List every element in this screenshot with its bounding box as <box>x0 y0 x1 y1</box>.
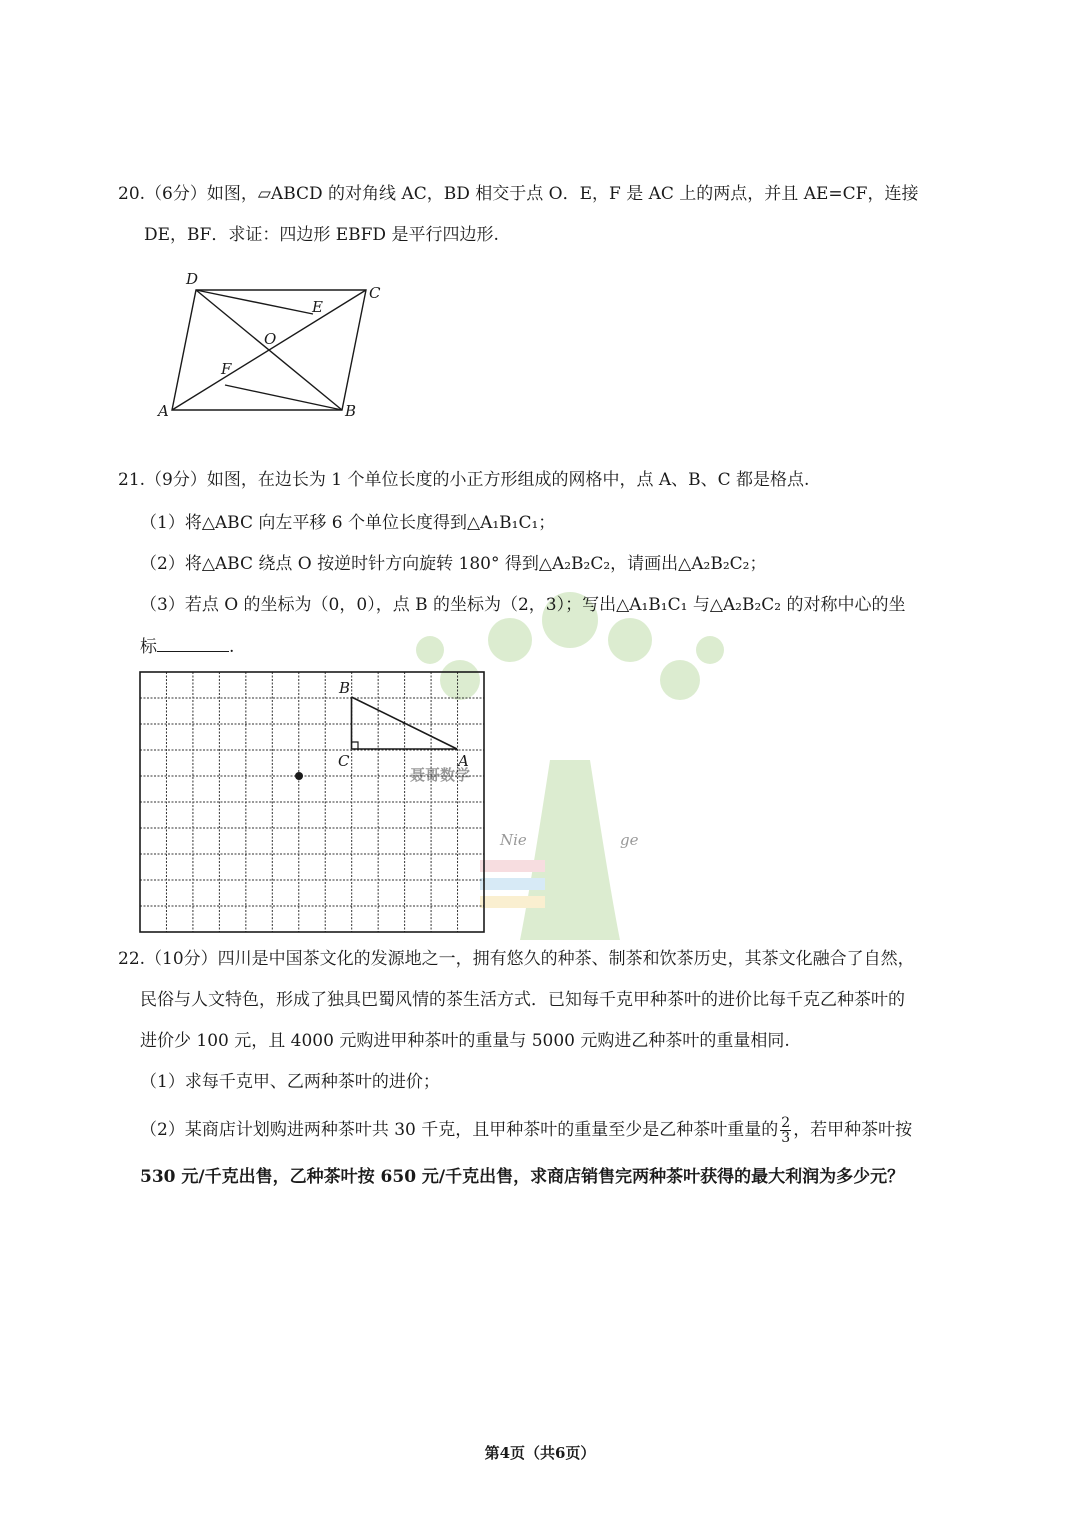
q20-parallelogram-figure <box>150 268 390 428</box>
watermark-sub1: Nie <box>500 831 527 849</box>
fraction-numerator: 2 <box>781 1115 791 1131</box>
q22-part2-cont: 530 元/千克出售，乙种茶叶按 650 元/千克出售，求商店销售完两种茶叶获得的最大利润为多少元？ <box>140 1167 905 1187</box>
q20-label-A: A <box>158 402 169 420</box>
q20-stem-line2: DE，BF．求证：四边形 EBFD 是平行四边形. <box>144 225 499 245</box>
q21-grid-figure <box>138 670 488 935</box>
q21-part3: （3）若点 O 的坐标为（0，0），点 B 的坐标为（2，3）；写出△A₁B₁C₁ 与△A₂B₂C₂ 的对称中心的坐 <box>140 595 906 615</box>
q20-label-O: O <box>264 330 277 348</box>
q20-label-B: B <box>345 402 357 420</box>
q21-label-A: A <box>458 752 469 770</box>
watermark-sub2: ge <box>620 831 639 849</box>
q20-label-D: D <box>186 270 199 288</box>
fraction-denominator: 3 <box>781 1130 791 1146</box>
q22-part2-a: （2）某商店计划购进两种茶叶共 30 千克，且甲种茶叶的重量至少是乙种茶叶重量的 <box>140 1120 779 1140</box>
q21-part2: （2）将△ABC 绕点 O 按逆时针方向旋转 180° 得到△A₂B₂C₂，请画出△A₂B₂C₂； <box>140 554 767 574</box>
page-footer: 第4页（共6页） <box>484 1444 596 1462</box>
q21-part3-label: 标 <box>140 637 157 657</box>
q20-label-E: E <box>312 298 323 316</box>
q21-label-C: C <box>338 752 350 770</box>
watermark-title: 聂哥数学 <box>410 766 471 784</box>
point-O <box>295 772 303 780</box>
q22-part2-b: ，若甲种茶叶按 <box>793 1120 913 1140</box>
q21-part3-end: . <box>229 637 235 657</box>
fraction <box>780 1116 791 1145</box>
q22-stem-line3: 进价少 100 元，且 4000 元购进甲种茶叶的重量与 5000 元购进乙种茶叶的重量相同. <box>140 1031 790 1051</box>
q20-label-C: C <box>369 284 381 302</box>
q21-label-B: B <box>339 679 351 697</box>
q22-part1: （1）求每千克甲、乙两种茶叶的进价； <box>140 1072 440 1092</box>
q21-part3-cont <box>140 635 234 658</box>
q21-part1: （1）将△ABC 向左平移 6 个单位长度得到△A₁B₁C₁； <box>140 513 556 533</box>
q20-stem-line1: 20.（6分）如图，▱ABCD 的对角线 AC，BD 相交于点 O．E，F 是 AC 上的两点，并且 AE=CF，连接 <box>118 184 919 204</box>
answer-blank[interactable] <box>157 635 229 652</box>
q22-stem-line2: 民俗与人文特色，形成了独具巴蜀风情的茶生活方式．已知每千克甲种茶叶的进价比每千克乙种茶叶的 <box>140 990 905 1010</box>
q21-stem: 21.（9分）如图，在边长为 1 个单位长度的小正方形组成的网格中，点 A、B、C 都是格点. <box>118 470 810 490</box>
q22-part2 <box>140 1116 912 1145</box>
q22-stem-line1: 22.（10分）四川是中国茶文化的发源地之一，拥有悠久的种茶、制茶和饮茶历史，其茶文化融合了自然， <box>118 949 915 969</box>
q20-label-F: F <box>221 360 232 378</box>
